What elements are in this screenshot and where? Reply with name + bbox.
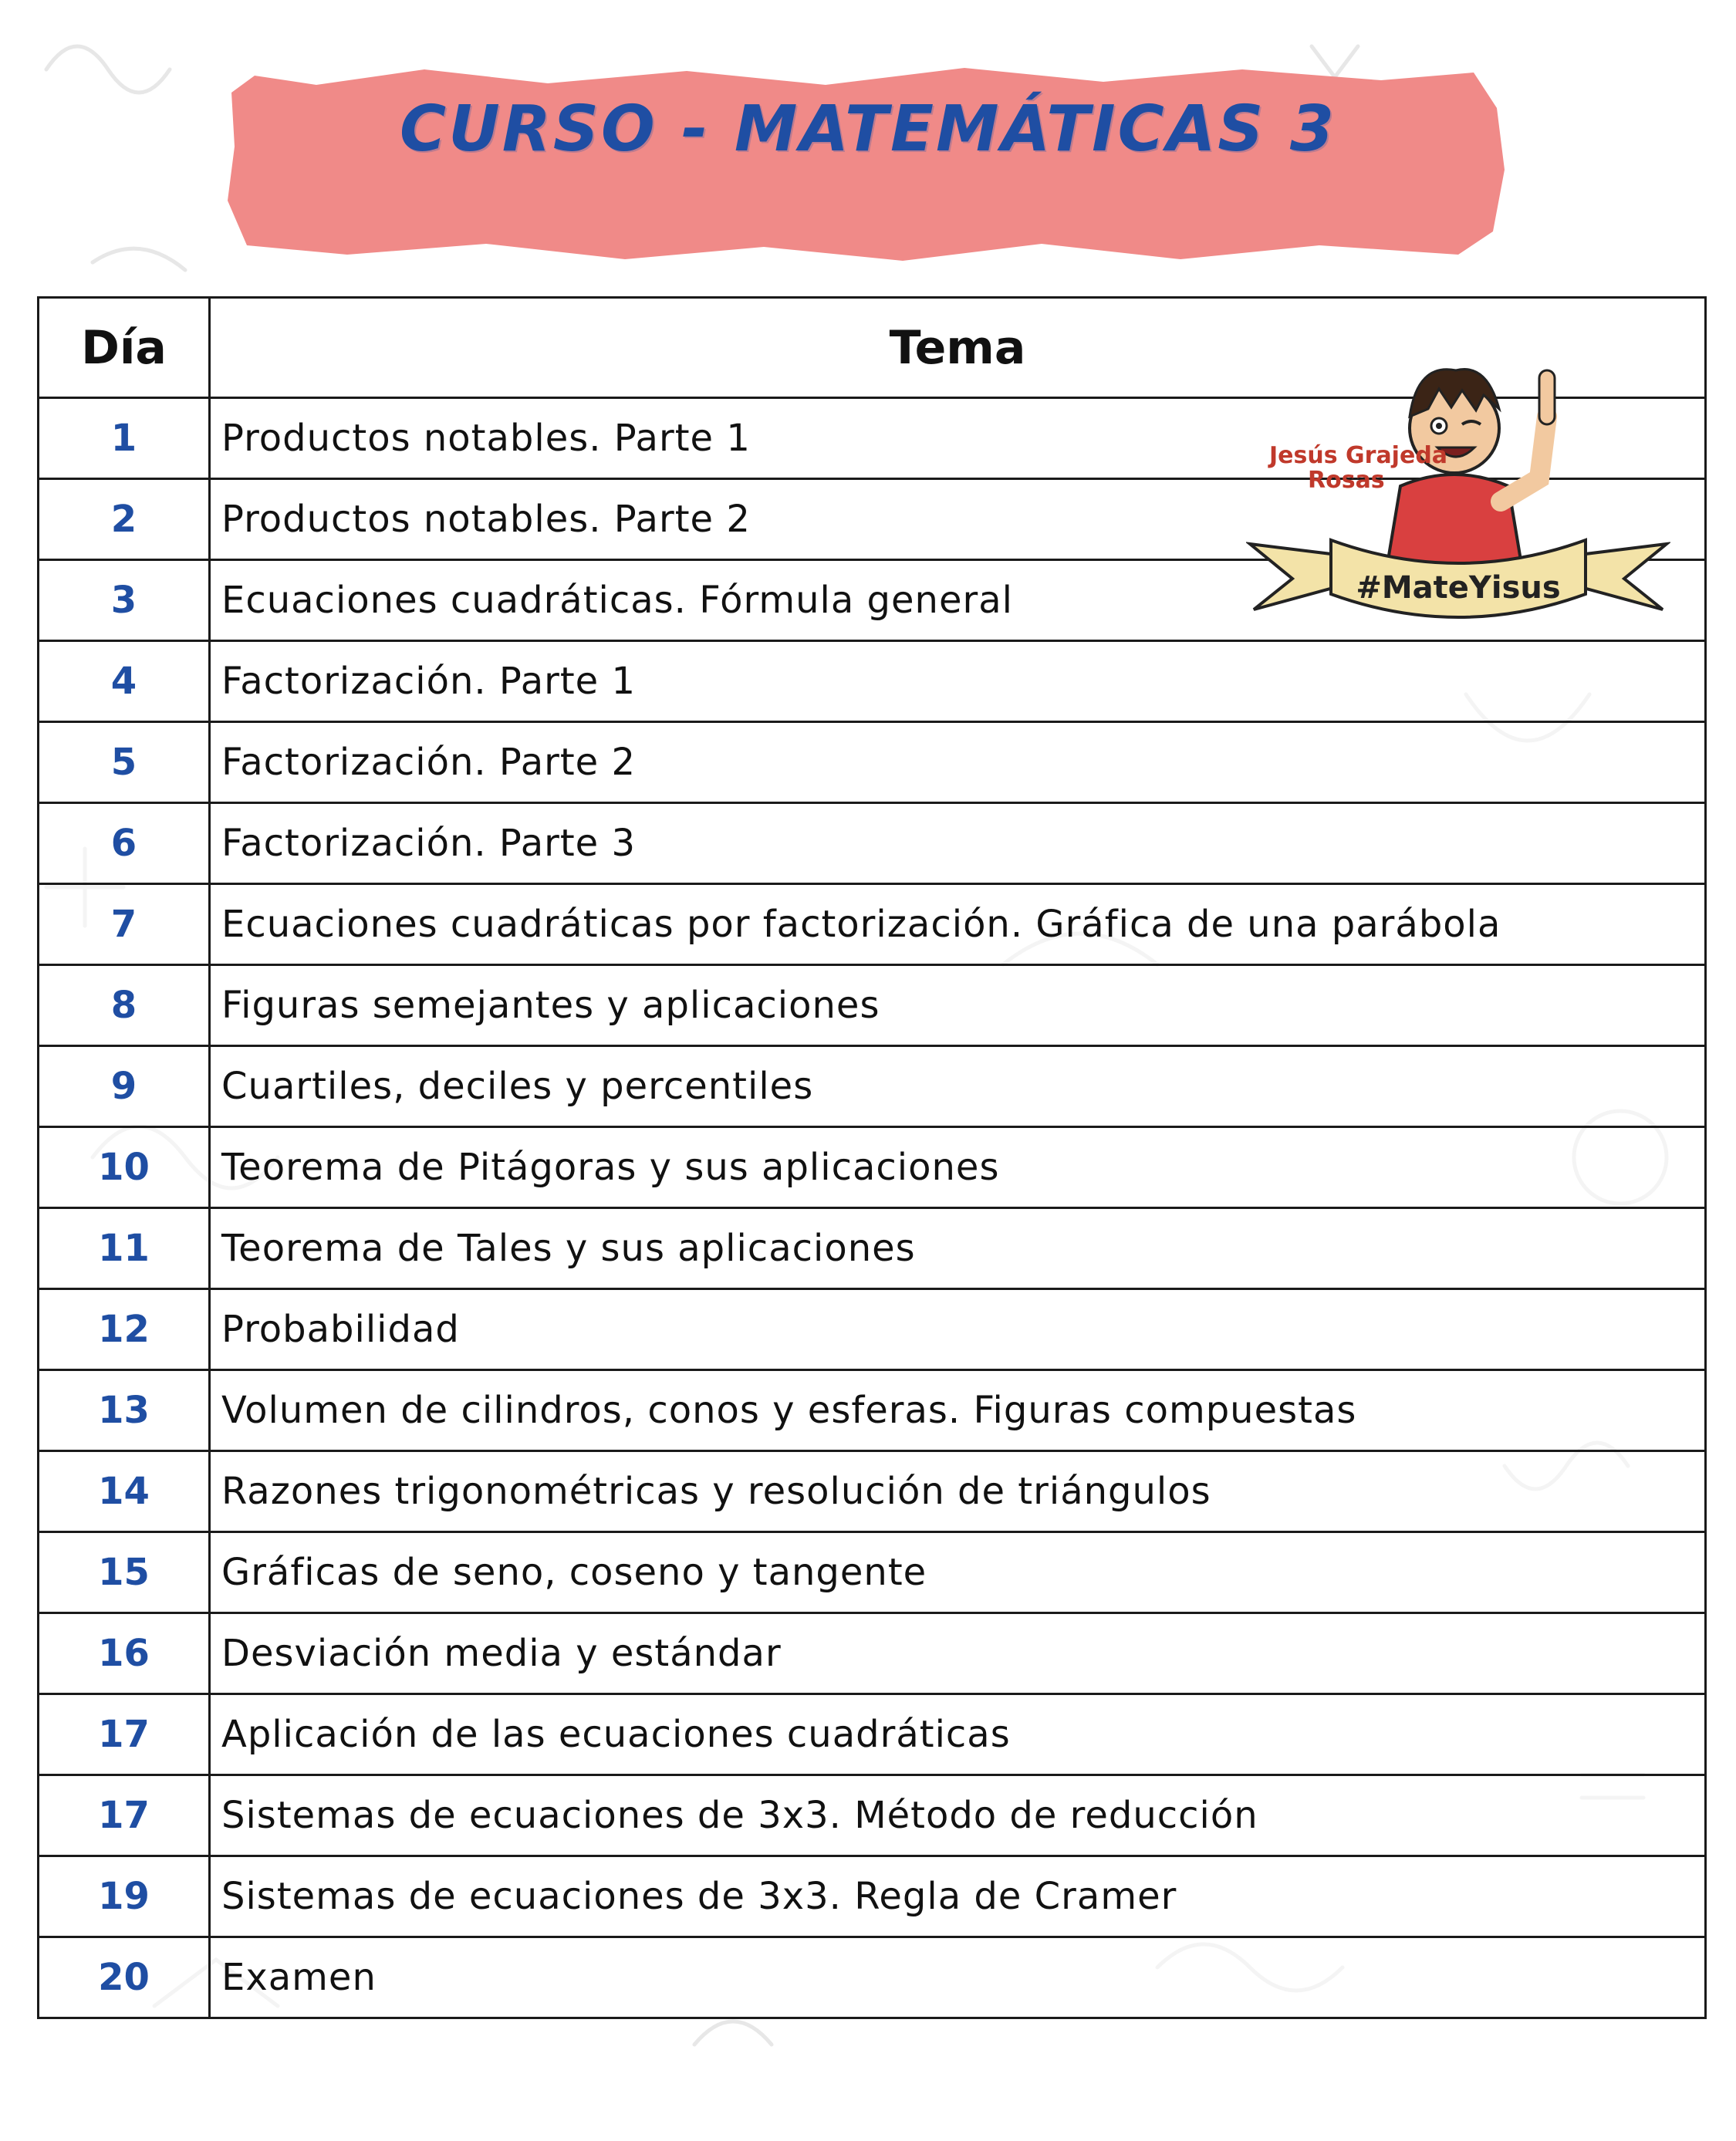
day-number: 4 [39,641,210,722]
ribbon-banner [1250,544,1339,610]
day-number: 6 [39,803,210,884]
topic-text: Factorización. Parte 1 [210,641,1706,722]
logo-name-line2: Rosas [1308,467,1385,494]
day-number: 11 [39,1208,210,1289]
day-number: 19 [39,1856,210,1937]
topic-text: Razones trigonométricas y resolución de triángulos [210,1451,1706,1532]
day-number: 12 [39,1289,210,1370]
table-row [39,1613,1706,1694]
logo-name-line1: Jesús Grajeda [1269,442,1448,469]
table-row [39,965,1706,1046]
table-row [39,1370,1706,1451]
table-row [39,1937,1706,2018]
topic-text: Figuras semejantes y aplicaciones [210,965,1706,1046]
day-number: 15 [39,1532,210,1613]
table-row [39,1046,1706,1127]
topic-text: Factorización. Parte 2 [210,722,1706,803]
table-row [39,722,1706,803]
day-number: 8 [39,965,210,1046]
day-number: 13 [39,1370,210,1451]
table-row [39,803,1706,884]
day-number: 3 [39,560,210,641]
mascot-arm [1501,417,1547,501]
table-row [39,1856,1706,1937]
mascot-character [1385,370,1555,579]
topic-text: Productos notables. Parte 2 [210,479,1706,560]
table-row [39,884,1706,965]
day-number: 5 [39,722,210,803]
topic-text: Productos notables. Parte 1 [210,398,1706,479]
topic-text: Sistemas de ecuaciones de 3x3. Método de reducción [210,1775,1706,1856]
topic-text: Teorema de Pitágoras y sus aplicaciones [210,1127,1706,1208]
table-row [39,641,1706,722]
mascot-finger [1539,370,1555,424]
day-number: 10 [39,1127,210,1208]
table-row [39,1208,1706,1289]
day-number: 1 [39,398,210,479]
day-number: 17 [39,1694,210,1775]
topic-text: Teorema de Tales y sus aplicaciones [210,1208,1706,1289]
topic-text: Probabilidad [210,1289,1706,1370]
day-number: 2 [39,479,210,560]
topic-text: Ecuaciones cuadráticas por factorización. Gráfica de una parábola [210,884,1706,965]
topic-text: Aplicación de las ecuaciones cuadráticas [210,1694,1706,1775]
table-row [39,1451,1706,1532]
page-title: CURSO - MATEMÁTICAS 3 [400,93,1336,166]
day-number: 16 [39,1613,210,1694]
table-row [39,1694,1706,1775]
topic-column-header: Tema [210,298,1706,398]
table-row [39,1289,1706,1370]
day-number: 7 [39,884,210,965]
day-number: 20 [39,1937,210,2018]
day-column-header: Día [39,298,210,398]
day-number: 17 [39,1775,210,1856]
day-number: 14 [39,1451,210,1532]
topic-text: Cuartiles, deciles y percentiles [210,1046,1706,1127]
topic-text: Factorización. Parte 3 [210,803,1706,884]
table-row [39,1127,1706,1208]
topic-text: Volumen de cilindros, conos y esferas. Figuras compuestas [210,1370,1706,1451]
mateyisus-logo [1246,355,1670,648]
topic-text: Desviación media y estándar [210,1613,1706,1694]
topic-text: Sistemas de ecuaciones de 3x3. Regla de Cramer [210,1856,1706,1937]
topic-text: Gráficas de seno, coseno y tangente [210,1532,1706,1613]
table-row [39,1775,1706,1856]
table-row [39,1532,1706,1613]
topic-text: Ecuaciones cuadráticas. Fórmula general [210,560,1706,641]
logo-hashtag: #MateYisus [1356,570,1561,606]
day-number: 9 [39,1046,210,1127]
topic-text: Examen [210,1937,1706,2018]
